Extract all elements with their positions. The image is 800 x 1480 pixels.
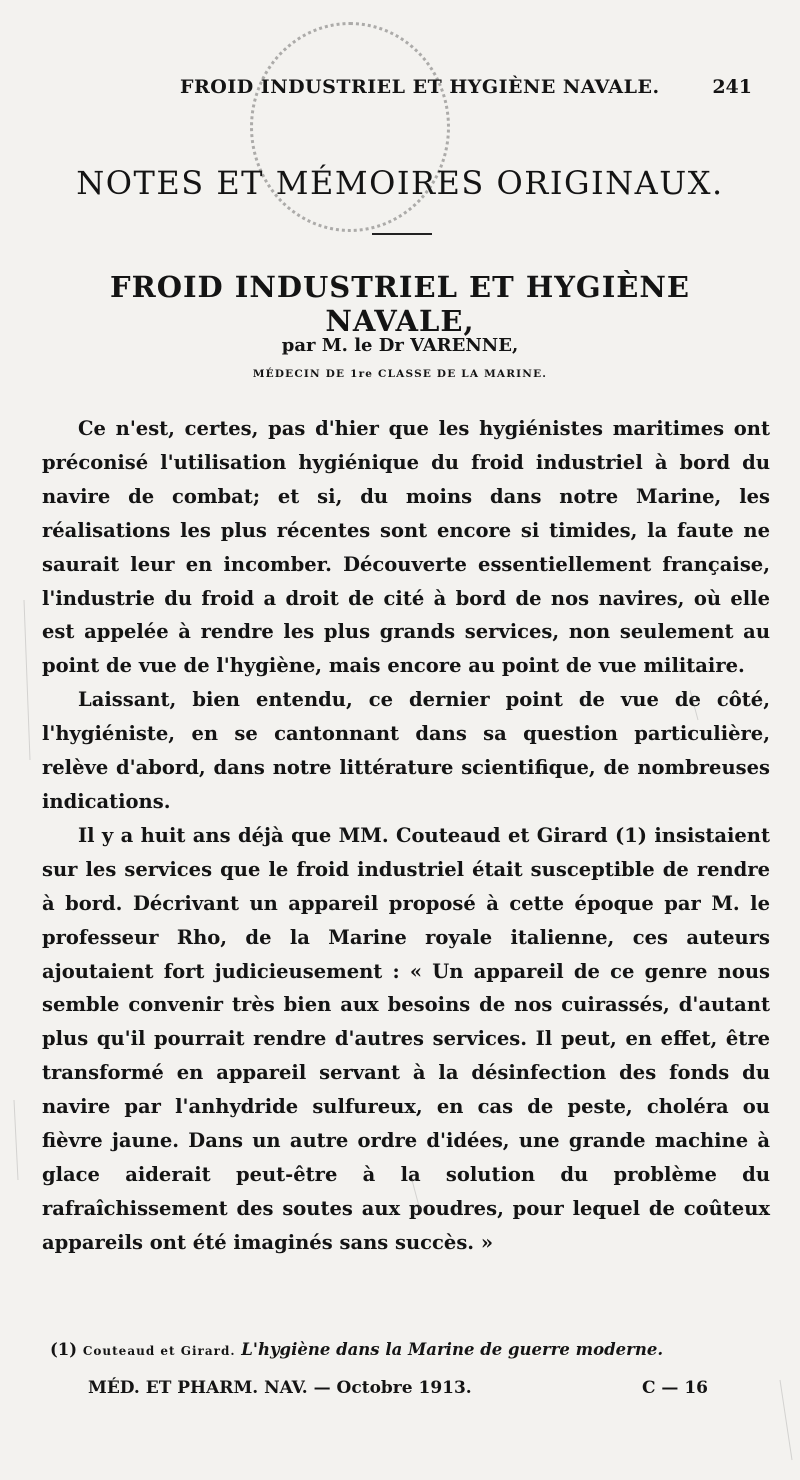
footnote-work: L'hygiène dans la Marine de guerre moderne. xyxy=(241,1340,664,1359)
running-head-title: FROID INDUSTRIEL ET HYGIÈNE NAVALE. xyxy=(180,76,660,98)
footnote xyxy=(50,1340,760,1359)
signature-mark: C — 16 xyxy=(641,1378,708,1398)
footnote-marker: (1) xyxy=(50,1340,78,1359)
paragraph-3: Il y a huit ans déjà que MM. Couteaud et Girard (1) insistaient sur les services que le froid industriel était susceptible de rendre à bord. Décrivant un appareil proposé à cette époque par M. le professeur Rho, de la Marine royale italienne, ces auteurs ajoutaient fort judicieusement : « Un appareil de ce genre nous semble convenir très bien aux besoins de nos cuirassés, d'autant plus qu'il pourrait rendre d'autres services. Il peut, en effet, être transformé en appareil servant à la désinfection des fonds du navire par l'anhydride sulfureux, en cas de peste, choléra ou fièvre jaune. Dans un autre ordre d'idées, une grande machine à glace aiderait peut-être à la solution du problème du rafraîchissement des soutes aux poudres, pour lequel de coûteux appareils ont été imaginés sans succès. » xyxy=(42,823,770,1254)
page-footer xyxy=(88,1378,708,1404)
paragraph-2: Laissant, bien entendu, ce dernier point de vue de côté, l'hygiéniste, en se cantonnant dans sa question particulière, relève d'abord, dans notre littérature scientifique, de nombreuses indications. xyxy=(42,688,770,813)
title-rule xyxy=(372,233,432,235)
paragraph-1: Ce n'est, certes, pas d'hier que les hygiénistes maritimes ont préconisé l'utilisation hygiénique du froid industriel à bord du navire de combat; et si, du moins dans notre Marine, les réalisations les plus récentes sont encore si timides, la faute ne saurait leur en incomber. Découverte essentiellement française, l'industrie du froid a droit de cité à bord de nos navires, où elle est appelée à rendre les plus grands services, non seulement au point de vue de l'hygiène, mais encore au point de vue militaire. xyxy=(42,417,770,678)
running-head xyxy=(40,70,760,106)
page-number: 241 xyxy=(712,76,752,98)
article-title: FROID INDUSTRIEL ET HYGIÈNE NAVALE, xyxy=(110,270,690,338)
footnote-authors: Couteaud et Girard. xyxy=(82,1344,236,1358)
section-title: NOTES ET MÉMOIRES ORIGINAUX. xyxy=(76,164,724,202)
author-byline: par M. le Dr VARENNE, xyxy=(281,335,519,356)
article-body xyxy=(42,412,770,1260)
author-affiliation: MÉDECIN DE 1re CLASSE DE LA MARINE. xyxy=(252,368,548,380)
journal-reference: MÉD. ET PHARM. NAV. — Octobre 1913. xyxy=(88,1378,472,1398)
